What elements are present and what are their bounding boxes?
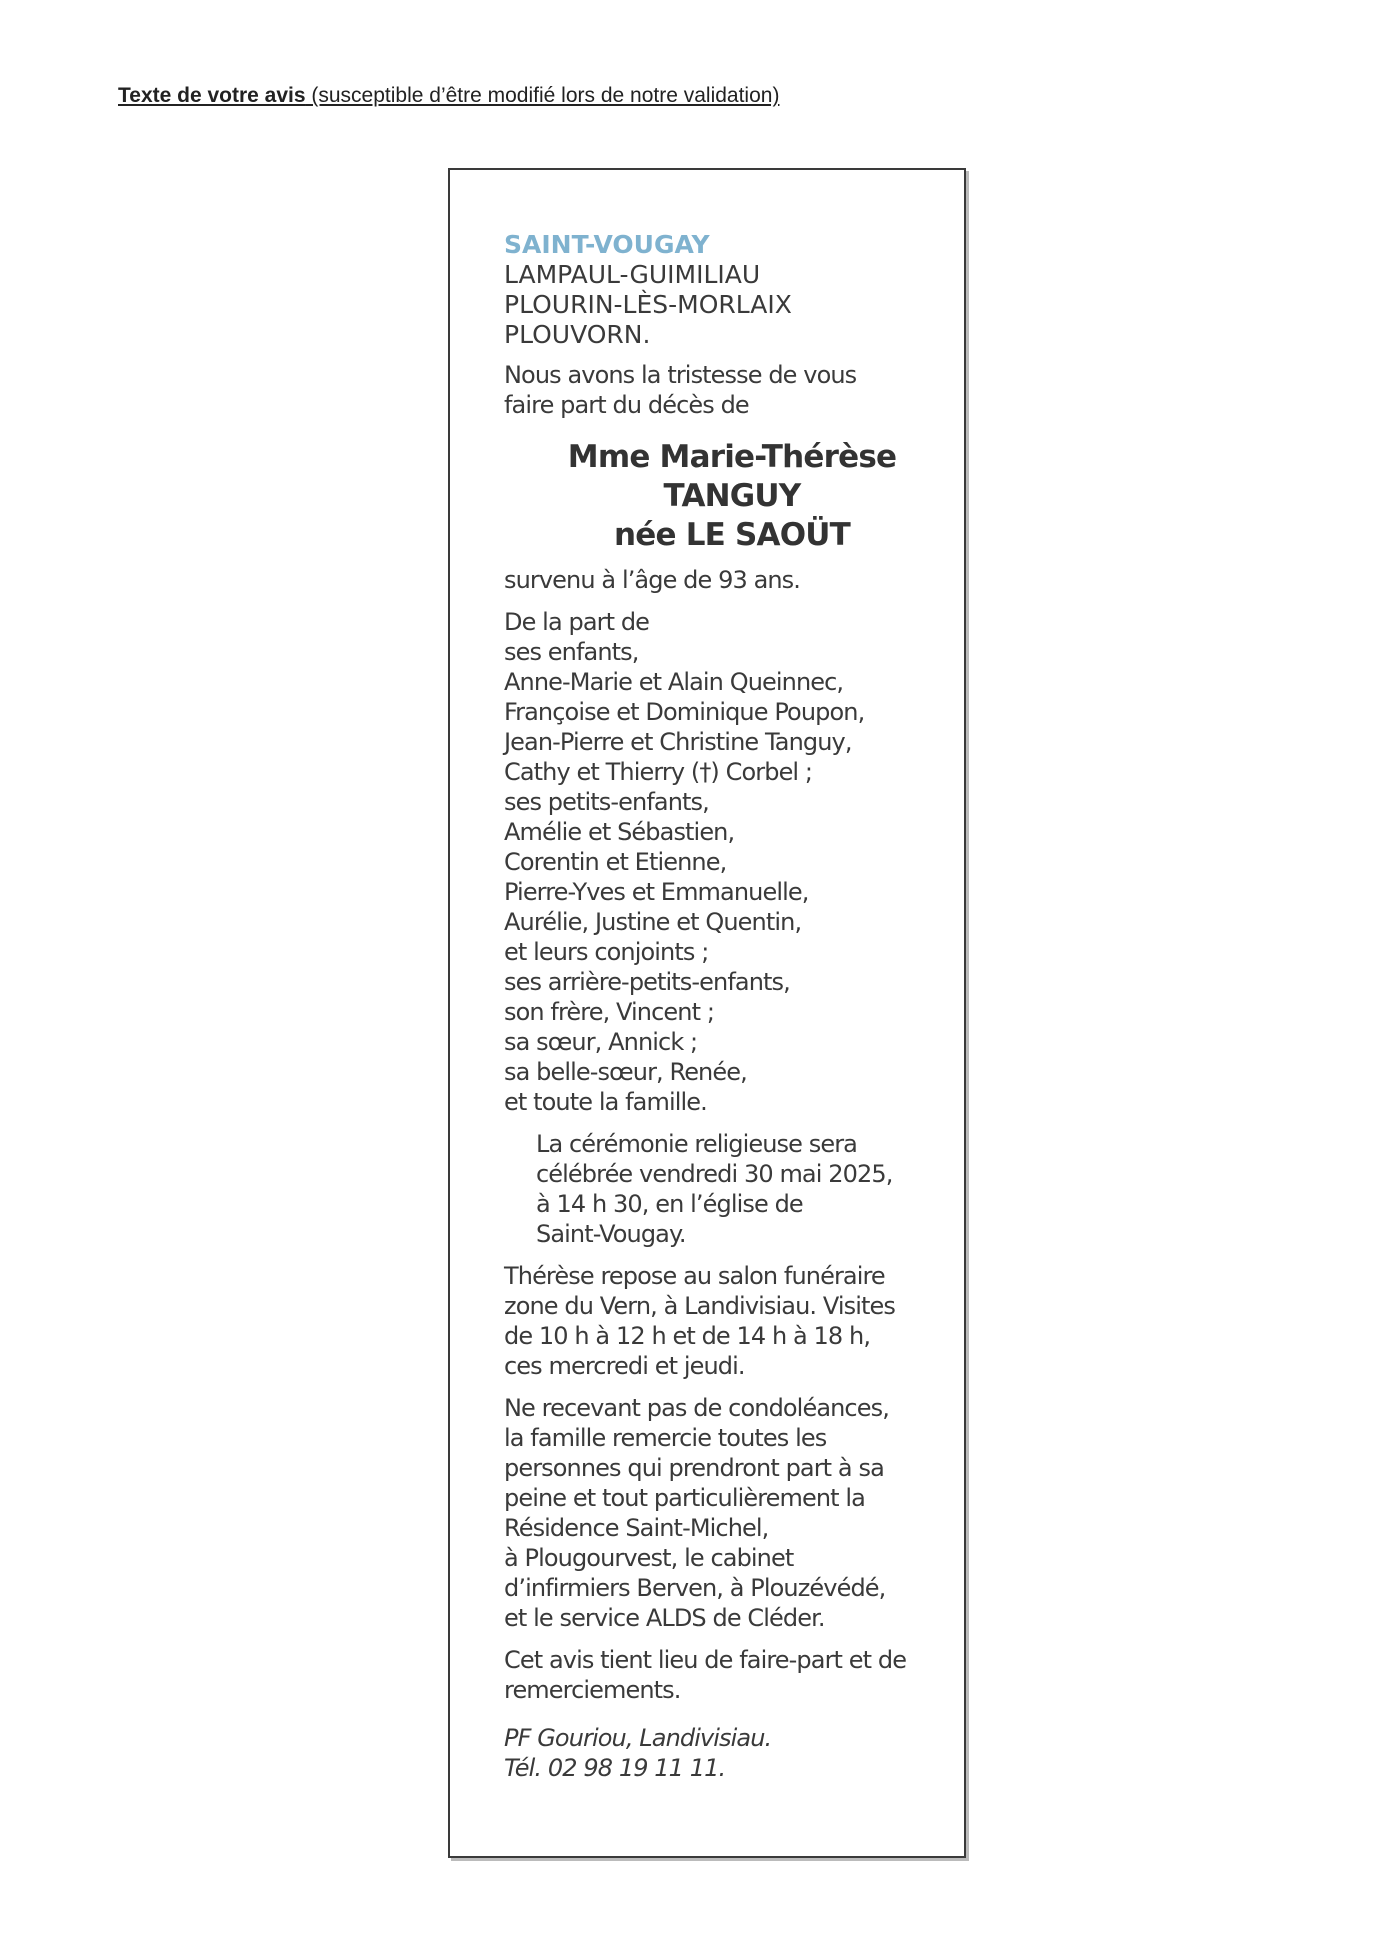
ceremony-text: La cérémonie religieuse sera célébrée vendredi 30 mai 2025, à 14 h 30, en l’église de Saint-Vougay. (536, 1130, 893, 1248)
town-line: LAMPAUL-GUIMILIAU (504, 260, 761, 289)
name-line: TANGUY (663, 478, 801, 514)
deceased-name (504, 438, 944, 555)
family-line: De la part de (504, 608, 650, 636)
family-line: et leurs conjoints ; (504, 938, 709, 966)
family-line: Aurélie, Justine et Quentin, (504, 908, 802, 936)
obituary-notice (448, 168, 966, 1858)
family-line: et toute la famille. (504, 1088, 707, 1116)
funeral-home: PF Gouriou, Landivisiau. Tél. 02 98 19 11 11. (504, 1724, 772, 1782)
family-line: ses enfants, (504, 638, 639, 666)
header-label: Texte de votre avis (118, 84, 306, 107)
header-note: (susceptible d’être modifié lors de notre validation) (305, 84, 780, 107)
notice-content (504, 230, 944, 1783)
intro-text: Nous avons la tristesse de vous faire part du décès de (504, 361, 857, 419)
family-line: ses arrière-petits-enfants, (504, 968, 790, 996)
thanks-text: Ne recevant pas de condoléances, la famille remercie toutes les personnes qui prendront part à sa peine et tout particulièrement la Résidence Saint-Michel, à Plougourvest, le cabinet d’infirmiers Berven, à Plouzévédé, et le service ALDS de Cléder. (504, 1394, 889, 1632)
family-line: sa belle-sœur, Renée, (504, 1058, 747, 1086)
family-line: Pierre-Yves et Emmanuelle, (504, 878, 809, 906)
family-line: sa sœur, Annick ; (504, 1028, 698, 1056)
town-line: PLOURIN-LÈS-MORLAIX (504, 290, 792, 319)
visits-text: Thérèse repose au salon funéraire zone du Vern, à Landivisiau. Visites de 10 h à 12 h et de 14 h à 18 h, ces mercredi et jeudi. (504, 1262, 895, 1380)
town-line: PLOUVORN. (504, 320, 651, 349)
family-line: Corentin et Etienne, (504, 848, 727, 876)
family-line: Jean-Pierre et Christine Tanguy, (504, 728, 852, 756)
town-main: SAINT-VOUGAY (504, 230, 710, 259)
closing-text: Cet avis tient lieu de faire-part et de remerciements. (504, 1646, 907, 1704)
towns-block (504, 230, 944, 350)
family-list (504, 607, 944, 1117)
name-line: née LE SAOÜT (613, 517, 851, 553)
family-line: son frère, Vincent ; (504, 998, 715, 1026)
age-line: survenu à l’âge de 93 ans. (504, 566, 801, 594)
notice-header (118, 84, 779, 108)
family-line: Amélie et Sébastien, (504, 818, 735, 846)
name-line: Mme Marie-Thérèse (567, 439, 897, 475)
family-line: Cathy et Thierry (†) Corbel ; (504, 758, 813, 786)
family-line: Anne-Marie et Alain Queinnec, (504, 668, 844, 696)
family-line: ses petits-enfants, (504, 788, 709, 816)
family-line: Françoise et Dominique Poupon, (504, 698, 865, 726)
